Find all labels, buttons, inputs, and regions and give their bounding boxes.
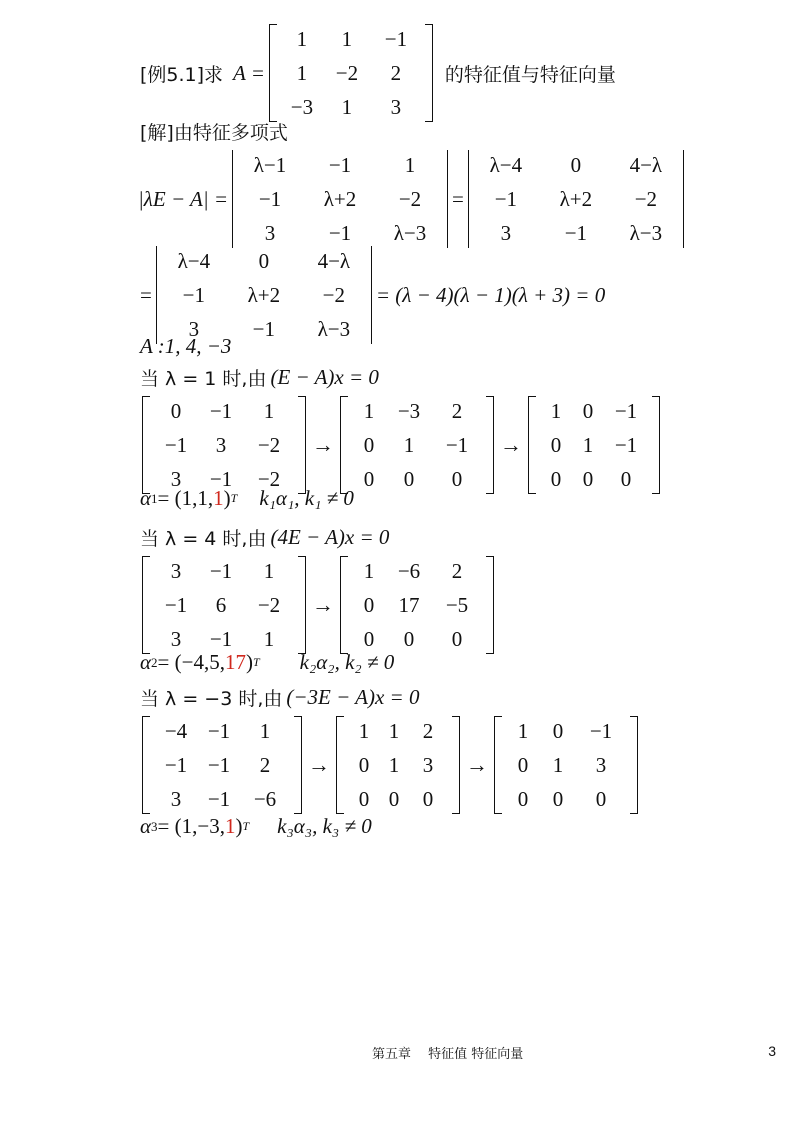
matrix-cell: 2 [390, 61, 402, 85]
matrix-cell: 0 [550, 467, 562, 491]
matrix-cell: 1 [550, 399, 562, 423]
result-line [140, 246, 605, 344]
matrix-cell: λ−3 [393, 221, 427, 245]
vector-red-entry: 17 [224, 650, 246, 674]
matrix-cell: 17 [398, 593, 420, 617]
arrow-icon: → [500, 432, 522, 457]
matrix-cell: 0 [451, 627, 463, 651]
matrix-cell: −5 [445, 593, 469, 617]
determinant-3 [156, 246, 372, 344]
matrix-cell: −1 [207, 753, 231, 777]
arrow-icon: → [312, 592, 334, 617]
bracket-right [683, 150, 684, 248]
matrix-cell: −3 [397, 399, 421, 423]
matrix-cell: −2 [257, 593, 281, 617]
matrix-cell: −1 [494, 187, 518, 211]
matrix-A [269, 24, 433, 122]
matrix-cell: λ−4 [489, 153, 523, 177]
matrix-cell: 4−λ [629, 153, 663, 177]
solution-label: [解]由特征多项式 [140, 122, 288, 144]
matrix-cell: 3 [170, 467, 182, 491]
equals-sign-2: = [140, 282, 152, 307]
bracket-right [486, 396, 494, 494]
case3-vector [140, 814, 372, 839]
matrix-grid [536, 396, 652, 494]
matrix-cell: 0 [403, 627, 415, 651]
matrix-cell: 3 [390, 95, 402, 119]
vector-red-entry: 1 [213, 486, 224, 510]
matrix-cell: 1 [363, 559, 375, 583]
matrix-cell: −1 [209, 399, 233, 423]
case1-equation: (E − A)x = 0 [270, 365, 379, 389]
matrix-cell: 2 [259, 753, 271, 777]
solution-line [140, 118, 288, 145]
matrix-cell: 1 [358, 719, 370, 743]
case3-matrix-3 [494, 716, 638, 814]
matrix-cell: −1 [384, 27, 408, 51]
matrix-cell: −1 [252, 317, 276, 341]
matrix-grid [348, 396, 486, 494]
matrix-cell: 1 [341, 95, 353, 119]
matrix-cell: 1 [296, 61, 308, 85]
matrix-cell: −1 [207, 787, 231, 811]
eigenvalues-line [140, 334, 231, 359]
matrix-cell: 0 [620, 467, 632, 491]
case3-equation: (−3E − A)x = 0 [286, 685, 420, 709]
arrow-icon: → [308, 752, 330, 777]
eigenvalues: A :1, 4, −3 [140, 334, 232, 358]
matrix-cell: λ+2 [247, 283, 281, 307]
matrix-cell: λ+2 [559, 187, 593, 211]
bracket-right [447, 150, 448, 248]
case3-matrices [138, 716, 642, 814]
matrix-cell: 3 [595, 753, 607, 777]
page-number: 3 [768, 1043, 776, 1059]
matrix-cell: 2 [422, 719, 434, 743]
determinant-2 [468, 150, 684, 248]
determinant-lhs: |λE − A| = [138, 186, 229, 211]
bracket-right [425, 24, 433, 122]
matrix-cell: 0 [358, 787, 370, 811]
matrix-grid [157, 246, 371, 344]
matrix-cell: −1 [564, 221, 588, 245]
bracket-left [494, 716, 502, 814]
determinant-line [138, 150, 688, 248]
matrix-cell: −2 [335, 61, 359, 85]
matrix-cell: −4 [164, 719, 188, 743]
matrix-cell: 3 [170, 627, 182, 651]
matrix-cell: 6 [215, 593, 227, 617]
matrix-cell: 0 [451, 467, 463, 491]
matrix-cell: 1 [404, 153, 416, 177]
case1-vector [140, 486, 354, 511]
case1-head [140, 364, 379, 391]
equals-sign: = [452, 186, 464, 211]
alpha-symbol: α [140, 650, 152, 674]
matrix-cell: −3 [290, 95, 314, 119]
case1-matrix-3 [528, 396, 660, 494]
matrix-cell: 3 [188, 317, 200, 341]
alpha-subscript: 1 [151, 490, 158, 506]
case2-equation: (4E − A)x = 0 [270, 525, 390, 549]
case2-general: k₂α₂, k₂ ≠ 0 [299, 650, 395, 674]
case3-general: k₃α₃, k₃ ≠ 0 [277, 814, 372, 838]
matrix-grid [469, 150, 683, 248]
matrix-cell: −1 [209, 627, 233, 651]
matrix-grid [233, 150, 447, 248]
matrix-cell: 1 [263, 627, 275, 651]
vector-close: ) [245, 650, 253, 674]
matrix-cell: 1 [363, 399, 375, 423]
vector-text: = (−4,5, [157, 650, 225, 674]
matrix-cell: 0 [388, 787, 400, 811]
matrix-cell: 0 [422, 787, 434, 811]
matrix-cell: 1 [263, 559, 275, 583]
matrix-cell: −1 [164, 433, 188, 457]
matrix-A-label: A = [233, 60, 265, 85]
chapter-footer: 第五章 特征值 特征向量 [372, 1047, 524, 1062]
bracket-left [142, 556, 150, 654]
matrix-grid [344, 716, 452, 814]
matrix-grid [502, 716, 630, 814]
matrix-cell: 2 [451, 559, 463, 583]
case2-vector [140, 650, 394, 675]
case3-matrix-2 [336, 716, 460, 814]
matrix-cell: 1 [517, 719, 529, 743]
matrix-cell: −1 [207, 719, 231, 743]
case1-matrix-2 [340, 396, 494, 494]
matrix-cell: 2 [451, 399, 463, 423]
matrix-cell: 0 [517, 787, 529, 811]
bracket-right [371, 246, 372, 344]
matrix-cell: λ−1 [253, 153, 287, 177]
bracket-left [142, 396, 150, 494]
matrix-cell: 0 [358, 753, 370, 777]
determinant-1 [232, 150, 448, 248]
matrix-cell: 1 [403, 433, 415, 457]
matrix-cell: 0 [552, 787, 564, 811]
example-suffix: 的特征值与特征向量 [444, 63, 616, 86]
matrix-cell: −1 [328, 221, 352, 245]
vector-text: = (1,1, [157, 486, 214, 510]
matrix-cell: 0 [363, 593, 375, 617]
case3-head [140, 684, 419, 711]
matrix-cell: −2 [398, 187, 422, 211]
matrix-cell: 3 [500, 221, 512, 245]
bracket-left [528, 396, 536, 494]
matrix-cell: 1 [296, 27, 308, 51]
example-line [140, 24, 616, 122]
vector-close: ) [223, 486, 231, 510]
matrix-cell: 0 [550, 433, 562, 457]
bracket-right [452, 716, 460, 814]
matrix-cell: −2 [257, 467, 281, 491]
case1-general: k₁α₁, k₁ ≠ 0 [259, 486, 354, 510]
matrix-cell: 3 [264, 221, 276, 245]
bracket-right [630, 716, 638, 814]
matrix-cell: −1 [258, 187, 282, 211]
matrix-cell: 1 [388, 719, 400, 743]
case2-matrix-1 [142, 556, 306, 654]
matrix-grid [150, 716, 294, 814]
characteristic-result: = (λ − 4)(λ − 1)(λ + 3) = 0 [375, 282, 606, 307]
matrix-cell: 1 [388, 753, 400, 777]
matrix-grid [150, 396, 298, 494]
matrix-cell: 0 [170, 399, 182, 423]
matrix-cell: 1 [341, 27, 353, 51]
matrix-cell: 1 [263, 399, 275, 423]
case2-head-text: 当 λ = 4 时,由 [140, 528, 267, 550]
transpose-mark: T [242, 819, 250, 833]
arrow-icon: → [312, 432, 334, 457]
matrix-cell: 0 [582, 467, 594, 491]
case2-head [140, 524, 389, 551]
matrix-cell: 0 [517, 753, 529, 777]
bracket-right [652, 396, 660, 494]
bracket-right [298, 556, 306, 654]
matrix-cell: −1 [164, 753, 188, 777]
matrix-cell: −1 [164, 593, 188, 617]
bracket-left [269, 24, 277, 122]
matrix-cell: 3 [215, 433, 227, 457]
bracket-left [340, 556, 348, 654]
matrix-cell: 0 [403, 467, 415, 491]
case3-head-text: 当 λ = −3 时,由 [140, 688, 283, 710]
matrix-cell: 0 [363, 433, 375, 457]
case1-matrices [138, 396, 664, 494]
bracket-left [336, 716, 344, 814]
matrix-cell: −1 [328, 153, 352, 177]
vector-close: ) [235, 814, 243, 838]
example-label: [例5.1]求 [140, 63, 224, 86]
bracket-right [294, 716, 302, 814]
matrix-cell: 0 [363, 627, 375, 651]
matrix-cell: 3 [422, 753, 434, 777]
matrix-cell: −1 [209, 559, 233, 583]
matrix-cell: 4−λ [317, 249, 351, 273]
matrix-cell: 0 [570, 153, 582, 177]
matrix-cell: −6 [253, 787, 277, 811]
matrix-cell: 1 [582, 433, 594, 457]
matrix-cell: 0 [552, 719, 564, 743]
matrix-cell: −2 [322, 283, 346, 307]
case3-matrix-1 [142, 716, 302, 814]
matrix-cell: −1 [445, 433, 469, 457]
alpha-subscript: 2 [151, 654, 158, 670]
case1-head-text: 当 λ = 1 时,由 [140, 368, 267, 390]
matrix-grid [150, 556, 298, 654]
matrix-cell: −2 [634, 187, 658, 211]
transpose-mark: T [252, 655, 260, 669]
bracket-left [142, 716, 150, 814]
matrix-cell: λ−4 [177, 249, 211, 273]
matrix-cell: 1 [259, 719, 271, 743]
matrix-cell: −1 [182, 283, 206, 307]
matrix-cell: −6 [397, 559, 421, 583]
vector-red-entry: 1 [224, 814, 236, 838]
case2-matrix-2 [340, 556, 494, 654]
case2-matrices [138, 556, 498, 654]
matrix-cell: 0 [363, 467, 375, 491]
matrix-grid [277, 24, 425, 122]
alpha-symbol: α [140, 814, 152, 838]
matrix-cell: −1 [209, 467, 233, 491]
bracket-left [340, 396, 348, 494]
matrix-cell: −1 [614, 433, 638, 457]
matrix-cell: −2 [257, 433, 281, 457]
alpha-symbol: α [140, 486, 152, 510]
matrix-cell: 0 [595, 787, 607, 811]
matrix-cell: 3 [170, 787, 182, 811]
matrix-cell: 1 [552, 753, 564, 777]
matrix-cell: λ+2 [323, 187, 357, 211]
bracket-right [486, 556, 494, 654]
matrix-cell: 0 [582, 399, 594, 423]
matrix-grid [348, 556, 486, 654]
matrix-cell: 0 [258, 249, 270, 273]
bracket-right [298, 396, 306, 494]
matrix-cell: −1 [589, 719, 613, 743]
matrix-cell: λ−3 [629, 221, 663, 245]
case1-matrix-1 [142, 396, 306, 494]
transpose-mark: T [230, 491, 238, 505]
alpha-subscript: 3 [151, 818, 158, 834]
vector-text: = (1,−3, [157, 814, 225, 838]
matrix-cell: 3 [170, 559, 182, 583]
matrix-cell: λ−3 [317, 317, 351, 341]
matrix-cell: −1 [614, 399, 638, 423]
arrow-icon: → [466, 752, 488, 777]
